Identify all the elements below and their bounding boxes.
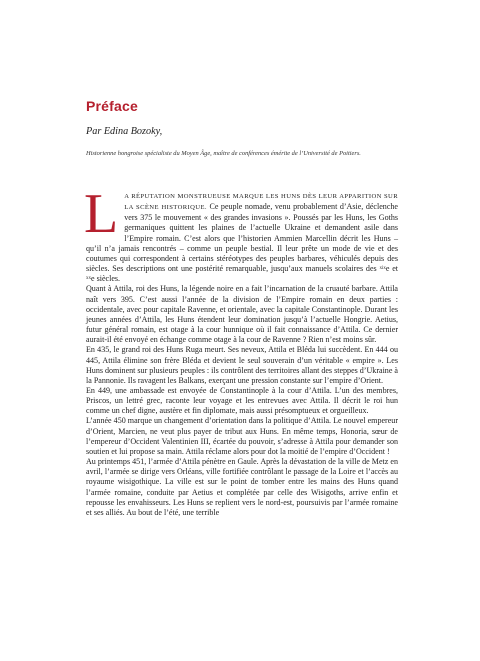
paragraph-3: En 435, le grand roi des Huns Ruga meurt. Ses neveux, Attila et Bléda lui succèdent. En 444 ou 445, Attila élimine son frère Bléda et devient le seul souverain d’un véritable « empire ». Les Huns dominent sur plusieurs peuples : ils contrôlent des territoires allant des steppes d’Ukraine à la Pannonie. Ils ravagent les Balkans, exerçant une pression constante sur l’empire d’Orient. (86, 345, 398, 385)
small-caps-lead: A RÉPUTATION MONSTRUEUSE MARQUE LES HUNS DÈS LEUR APPARITION SUR LA SCÈNE HISTORIQUE. (124, 193, 398, 212)
paragraph-4: En 449, une ambassade est envoyée de Constantinople à la cour d’Attila. L’un des membres, Priscos, un lettré grec, raconte leur voyage et les entrevues avec Attila. Il décrit le roi hun comme un chef digne, austère et fin diplomate, mais aussi présomptueux et orgueilleux. (86, 385, 398, 416)
paragraph-1-text: Ce peuple nomade, venu probablement d’Asie, déclenche vers 375 le mouvement « des grandes invasions ». Poussés par les Huns, les Goths germaniques quittent les plaines de l’actuelle Ukraine et demandent asile dans l’Empire romain. C’est alors que l’historien Ammien Marcellin décrit les Huns – qu’il n’a jamais rencontrés – comme un peuple bestial. Il leur prête un mode de vie et des coutumes qui correspondent à certains stéréotypes des peuples barbares, véhiculés depuis des siècles. Ses descriptions ont une postérité remarquable, jusqu’aux manuels scolaires des (86, 202, 398, 274)
drop-cap-letter: L (84, 183, 119, 245)
paragraph-6: Au printemps 451, l’armée d’Attila pénètre en Gaule. Après la dévastation de la ville de Metz en avril, l’armée se dirige vers Orléans, ville fortifiée contrôlant le passage de la Loire et l’accès au royaume wisigothique. La ville est sur le point de tomber entre les mains des Huns quand l’armée romaine, conduite par Aetius et complétée par celle des Wisigoths, arrive enfin et repousse les envahisseurs. Les Huns se replient vers le nord-est, poursuivis par l’armée romaine et ses alliés. Au bout de l’été, une terrible (86, 457, 398, 517)
paragraph-2: Quant à Attila, roi des Huns, la légende noire en a fait l’incarnation de la cruauté barbare. Attila naît vers 395. C’est aussi l’année de la division de l’Empire romain en deux parties : occidentale, avec pour capitale Ravenne, et orientale, avec la capitale Constantinople. Durant les jeunes années d’Attila, les Huns étendent leur domination jusqu’à l’actuelle Hongrie. Aetius, futur général romain, est otage à la cour hunnique où il fait connaissance d’Attila. Ce dernier aurait-il été envoyé en échange comme otage à la cour de Ravenne ? Rien n’est moins sûr. (86, 284, 398, 345)
paragraph-1-end: e siècles. (91, 274, 121, 284)
author-line: Par Edina Bozoky, (86, 126, 163, 137)
author-affiliation: Historienne hongroise spécialiste du Moyen Âge, maître de conférences émérite de l’Université de Poitiers. (86, 150, 361, 157)
page-title: Préface (86, 98, 138, 114)
paragraph-1-mid: e et (385, 264, 399, 274)
paragraph-1 (84, 183, 399, 284)
century-numeral: xix (379, 266, 386, 272)
century-numeral: xx (86, 276, 91, 282)
paragraph-5: L’année 450 marque un changement d’orientation dans la politique d’Attila. Le nouvel empereur d’Orient, Marcien, ne veut plus payer de tribut aux Huns. En même temps, Honoria, sœur de l’empereur d’Occident Valentinien III, écartée du pouvoir, s’adresse à Attila pour demander son soutien et lui propose sa main. Attila réclame alors pour dot la moitié de l’empire d’Occident ! (86, 416, 398, 456)
body-text (84, 183, 399, 518)
